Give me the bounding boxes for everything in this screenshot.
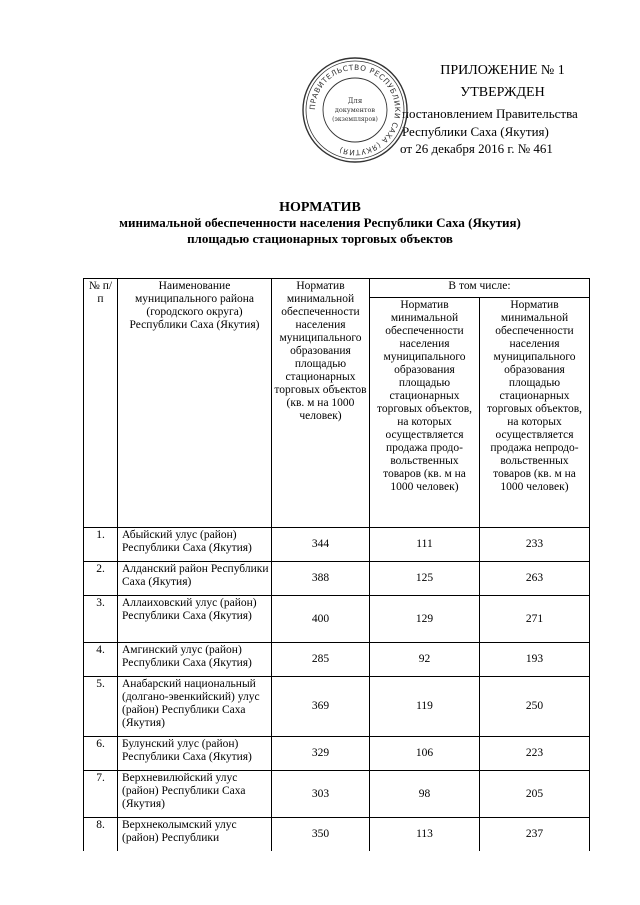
row-district-name: Аллаиховский улус (район) Республики Саха (Якутия) <box>118 596 272 643</box>
row-food-norm: 125 <box>370 562 480 596</box>
row-total-norm: 303 <box>272 771 370 818</box>
row-nonfood-norm: 263 <box>480 562 590 596</box>
row-district-name: Анабарский национальный (долгано-эвенкийский) улус (район) Республики Саха (Якутия) <box>118 677 272 737</box>
row-number: 3. <box>84 596 118 643</box>
appendix-label: ПРИЛОЖЕНИЕ № 1 <box>440 63 565 78</box>
header-nonfood-norm: Норматив минимальной обеспеченности населения муниципального образования площадью стационарных торговых объектов, на которых осуществляется продажа непродо-вольственных товаров (кв. м на 1000 человек) <box>480 297 590 527</box>
row-total-norm: 344 <box>272 528 370 562</box>
approved-label: УТВЕРЖДЕН <box>460 84 545 100</box>
row-food-norm: 98 <box>370 771 480 818</box>
row-total-norm: 329 <box>272 737 370 771</box>
row-district-name: Алданский район Республики Саха (Якутия) <box>118 562 272 596</box>
row-food-norm: 106 <box>370 737 480 771</box>
header-food-norm: Норматив минимальной обеспеченности населения муниципального образования площадью стационарных торговых объектов, на которых осуществляется продажа продо-вольственных товаров (кв. м на 1000 человек) <box>370 297 480 527</box>
row-food-norm: 113 <box>370 818 480 852</box>
header-district-name: Наименование муниципального района (городского округа) Республики Саха (Якутия) <box>118 279 272 528</box>
seal-ring-text: ПРАВИТЕЛЬСТВО РЕСПУБЛИКИ САХА (ЯКУТИЯ) <box>307 62 403 158</box>
row-number: 6. <box>84 737 118 771</box>
row-total-norm: 400 <box>272 596 370 643</box>
approval-line-2: Республики Саха (Якутия) <box>402 123 549 139</box>
row-number: 1. <box>84 528 118 562</box>
row-district-name: Абыйский улус (район) Республики Саха (Якутия) <box>118 528 272 562</box>
table-row <box>84 643 590 677</box>
header-including: В том числе: <box>370 279 590 298</box>
seal-center-line-3: (экземпляров) <box>332 116 378 123</box>
row-district-name: Верхнеколымский улус (район) Республики <box>118 818 272 852</box>
table-row <box>84 562 590 596</box>
table-row <box>84 596 590 643</box>
row-total-norm: 369 <box>272 677 370 737</box>
row-district-name: Амгинский улус (район) Республики Саха (Якутия) <box>118 643 272 677</box>
row-nonfood-norm: 205 <box>480 771 590 818</box>
row-food-norm: 111 <box>370 528 480 562</box>
row-number: 4. <box>84 643 118 677</box>
table-row <box>84 528 590 562</box>
row-food-norm: 92 <box>370 643 480 677</box>
header-number: № п/п <box>84 279 118 528</box>
row-number: 2. <box>84 562 118 596</box>
document-title: НОРМАТИВ <box>279 200 361 215</box>
row-total-norm: 285 <box>272 643 370 677</box>
row-number: 8. <box>84 818 118 852</box>
row-nonfood-norm: 193 <box>480 643 590 677</box>
row-nonfood-norm: 237 <box>480 818 590 852</box>
document-subtitle-2: площадью стационарных торговых объектов <box>187 231 453 246</box>
document-subtitle-1: минимальной обеспеченности населения Республики Саха (Якутия) <box>119 215 521 230</box>
row-number: 5. <box>84 677 118 737</box>
row-total-norm: 350 <box>272 818 370 852</box>
header-total-norm: Норматив минимальной обеспеченности населения муниципального образования площадью стационарных торговых объектов (кв. м на 1000 человек) <box>272 279 370 528</box>
row-number: 7. <box>84 771 118 818</box>
table-row <box>84 677 590 737</box>
seal-center-line-1: Для <box>347 97 363 105</box>
approval-header <box>380 62 600 158</box>
seal-center-line-2: документов <box>334 106 376 114</box>
row-nonfood-norm: 223 <box>480 737 590 771</box>
official-seal-stamp <box>300 55 410 165</box>
table-row <box>84 737 590 771</box>
table-row <box>84 771 590 818</box>
row-nonfood-norm: 250 <box>480 677 590 737</box>
approval-line-1: постановлением Правительства <box>402 106 578 121</box>
norm-table <box>83 278 590 851</box>
row-district-name: Булунский улус (район) Республики Саха (Якутия) <box>118 737 272 771</box>
row-nonfood-norm: 271 <box>480 596 590 643</box>
table-row <box>84 818 590 852</box>
row-food-norm: 119 <box>370 677 480 737</box>
row-nonfood-norm: 233 <box>480 528 590 562</box>
row-district-name: Верхневилюйский улус (район) Республики Саха (Якутия) <box>118 771 272 818</box>
table-header-row <box>84 279 590 298</box>
approval-date: от 26 декабря 2016 г. № 461 <box>400 141 553 156</box>
row-total-norm: 388 <box>272 562 370 596</box>
table-body <box>84 528 590 852</box>
row-food-norm: 129 <box>370 596 480 643</box>
